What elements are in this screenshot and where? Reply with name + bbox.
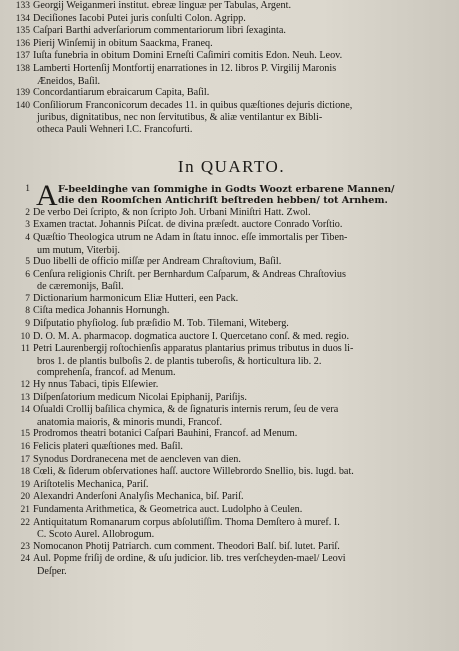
entry-text: Concordantiarum ebraicarum Capita, Baſil. [33,87,210,99]
entry-text: Aul. Popme friſij de ordine, & uſu judicior. lib. tres verſcheyden-mael/ Leovi [33,553,346,565]
entry-text: Cenſura religionis Chriſt. per Bernhardum Caſparum, & Andreas Chraſtovius [33,268,346,280]
quarto-entry-line [10,491,453,504]
entry-number: 133 [15,1,30,11]
entry-text: Quæſtio Theologica utrum ne Adam in ſtatu innoc. eſſe immortalis per Tiben- [33,231,348,243]
entry-text: Duo libelli de officio miſſæ per Andream Chraſtovium, Baſil. [33,256,282,268]
entry-number: 9 [25,319,30,330]
quarto-entry-line [10,479,453,492]
quarto-entry-line [10,293,453,306]
quarto-entry-line [10,256,453,269]
folio-entries-list [10,0,453,136]
entry-text: anatomia maioris, & minoris mundi, Francof. [37,416,223,428]
entry-text: bros 1. de plantis bulboſis 2. de plantis tuberoſis, & horticultura lib. 2. [37,355,322,367]
entry-text: Diſpenſatorium medicum Nicolai Epiphanij, Pariſijs. [33,391,247,403]
entry-number: 15 [20,429,30,440]
top-entry-line [10,112,453,124]
entry-text: Felicis plateri quæſtiones med. Baſil. [33,441,183,452]
quarto-entry-line [10,417,453,429]
entry-text: Fundamenta Arithmetica, & Geometrica auct. Ludolpho à Ceulen. [33,503,303,515]
entry-number: 20 [20,492,30,503]
entry-number: 137 [15,51,30,62]
entry-text: De verbo Dei ſcripto, & non ſcripto Joh. Urbani Miniſtri Hatt. Zwol. [33,206,311,218]
quarto-entry-line [10,454,453,467]
top-entry-line [10,100,453,113]
quarto-entry-line [10,428,453,441]
top-entry-line [10,25,453,38]
entry-number: 3 [25,220,30,231]
entry-text: Dictionarium harmonicum Eliæ Hutteri, een Pack. [33,292,239,304]
entry-text: Nomocanon Photij Patriarch. cum comment. Theodori Balſ. biſ. lutet. Pariſ. [33,540,340,552]
entry-text: juribus, dignitatibus, nec non ſervitutibus, & aliæ ventilantur ex Bibli- [37,112,323,124]
quarto-entry-first [10,184,453,207]
top-entry-line [10,0,453,13]
quarto-entry-line [10,245,453,257]
entry-text: Caſpari Barthi adverſariorum commentariorum libri ſexaginta. [33,25,286,37]
entry-number: 12 [20,380,30,391]
entry-text: Lamberti Hortenſij Montfortij enarrationes in 12. libros P. Virgilij Maronis [33,62,337,74]
entry-number: 135 [15,26,30,37]
entry-line: F-beeldinghe van ſommighe in Godts Woozt erbarene Mannen/ [58,183,395,195]
entry-number: 11 [20,344,30,355]
quarto-entry-line [10,318,453,331]
quarto-entry-line [10,281,453,293]
entry-text: Diſputatio phyſiolog. ſub præſidio M. Tob. Tilemani, Witeberg. [33,318,289,330]
entry-text: Cœli, & ſiderum obſervationes haſſ. auctore Willebrordo Snellio, bis. lugd. bat. [33,466,354,478]
entry-text: Deſper. [37,565,67,577]
entry-number: 17 [20,454,30,465]
entry-text: Deciſiones Iacobi Putei juris conſulti Colon. Agripp. [33,12,246,24]
entry-number: 19 [20,479,30,490]
entry-line: die den Roomſchen Antichriſt beſtreden hebben/ tot Arnhem. [58,195,388,207]
entry-text: Conſiliorum Franconicorum decades 11. in quibus quæſtiones dejuris dictione, [33,99,353,111]
quarto-entry-line [10,232,453,245]
quarto-entry-line [10,367,453,379]
entry-text: C. Scoto Aurel. Allobrogum. [37,529,155,541]
top-entry-line [10,63,453,76]
quarto-entries-list [10,207,453,578]
entry-number: 136 [15,38,30,49]
entry-number: 7 [25,293,30,304]
entry-number: 134 [15,13,30,24]
quarto-entry-line [10,466,453,479]
top-entry-line [10,76,453,88]
entry-text: Synodus Dordranecena met de aencleven van dien. [33,453,241,465]
entry-number: 24 [20,554,30,565]
entry-number: 2 [25,207,30,218]
entry-text: Alexandri Anderſoni Analyſis Mechanica, biſ. Pariſ. [33,491,244,503]
quarto-entry-line [10,356,453,368]
entry-text: Pierij Winſemij in obitum Saackma, Franeq. [33,37,213,49]
quarto-entry-line [10,331,453,344]
entry-number: 14 [20,405,30,416]
entry-text: otheca Pauli Wehneri I.C. Francofurti. [37,123,193,135]
entry-number: 4 [25,232,30,243]
entry-number: 5 [25,257,30,268]
entry-number: 13 [20,392,30,403]
entry-text: Æneidos, Baſil. [37,75,101,87]
entry-text: de cæremonijs, Baſil. [37,281,124,293]
top-entry-line [10,124,453,136]
entry-text: Ariſtotelis Mechanica, Pariſ. [33,478,149,490]
section-title: In QUARTO. [177,156,286,176]
quarto-entry-line [10,441,453,454]
entry-text: comprehenſa, francof. ad Menum. [37,367,176,379]
entry-number: 21 [20,504,30,515]
entry-number: 1 [25,183,30,194]
entry-text: Examen tractat. Johannis Piſcat. de divina præſedt. auctore Conrado Vorſtio. [33,219,343,231]
top-entry-line [10,38,453,51]
quarto-entry-line [10,219,453,232]
entry-number: 18 [20,467,30,478]
entry-number: 139 [15,88,30,99]
entry-text: Ciſta medica Johannis Hornungh. [33,305,170,317]
entry-text: Antiquitatum Romanarum corpus abſolutiſſim. Thoma Demſtero à muref. I. [33,516,340,528]
entry-number: 10 [20,331,30,342]
entry-text: um mutum, Viterbij. [37,244,120,256]
top-entry-line [10,87,453,100]
entry-text: Oſualdi Crollij baſilica chymica, & de ſignaturis internis rerum, ſeu de vera [33,404,339,416]
quarto-entry-line [10,379,453,392]
entry-number: 6 [25,269,30,280]
entry-number: 138 [15,63,30,74]
entry-number: 140 [15,100,30,111]
entry-text: D. O. M. A. pharmacop. dogmatica auctore I. Quercetano conſ. & med. regio. [33,330,349,342]
drop-cap-letter: A [36,183,58,207]
top-entry-line [10,50,453,63]
entry-text: Prodromos theatri botanici Caſpari Bauhini, Francof. ad Menum. [33,428,298,440]
quarto-entry-line [10,269,453,282]
entry-text: Iuſta funebria in obitum Domini Erneſti Caſimiri comitis Edon. Neuh. Leov. [33,50,343,62]
quarto-entry-line [10,343,453,356]
entry-text: Hy nnus Tabaci, tipis Elſewier. [33,379,159,391]
quarto-entry-line [10,553,453,566]
top-entry-line [10,13,453,26]
entry-text: Petri Laurenbergij roſtochienſis apparatus plantarius primus tributus in duos li- [33,343,354,355]
quarto-entry-line [10,404,453,417]
entry-number: 22 [20,517,30,528]
quarto-entry-line [10,529,453,541]
entry-number: 23 [20,541,30,552]
quarto-entry-line [10,305,453,318]
entry-number: 8 [25,306,30,317]
entry-text: Georgij Weiganmeri institut. ebreæ linguæ per Tabulas, Argent. [33,0,292,11]
quarto-entry-line [10,566,453,578]
quarto-entry-line [10,392,453,405]
section-gap [10,136,453,154]
quarto-entry-line [10,517,453,530]
entry-number: 16 [20,442,30,452]
quarto-entry-line [10,504,453,517]
quarto-entry-line [10,207,453,220]
quarto-entry-line [10,541,453,554]
